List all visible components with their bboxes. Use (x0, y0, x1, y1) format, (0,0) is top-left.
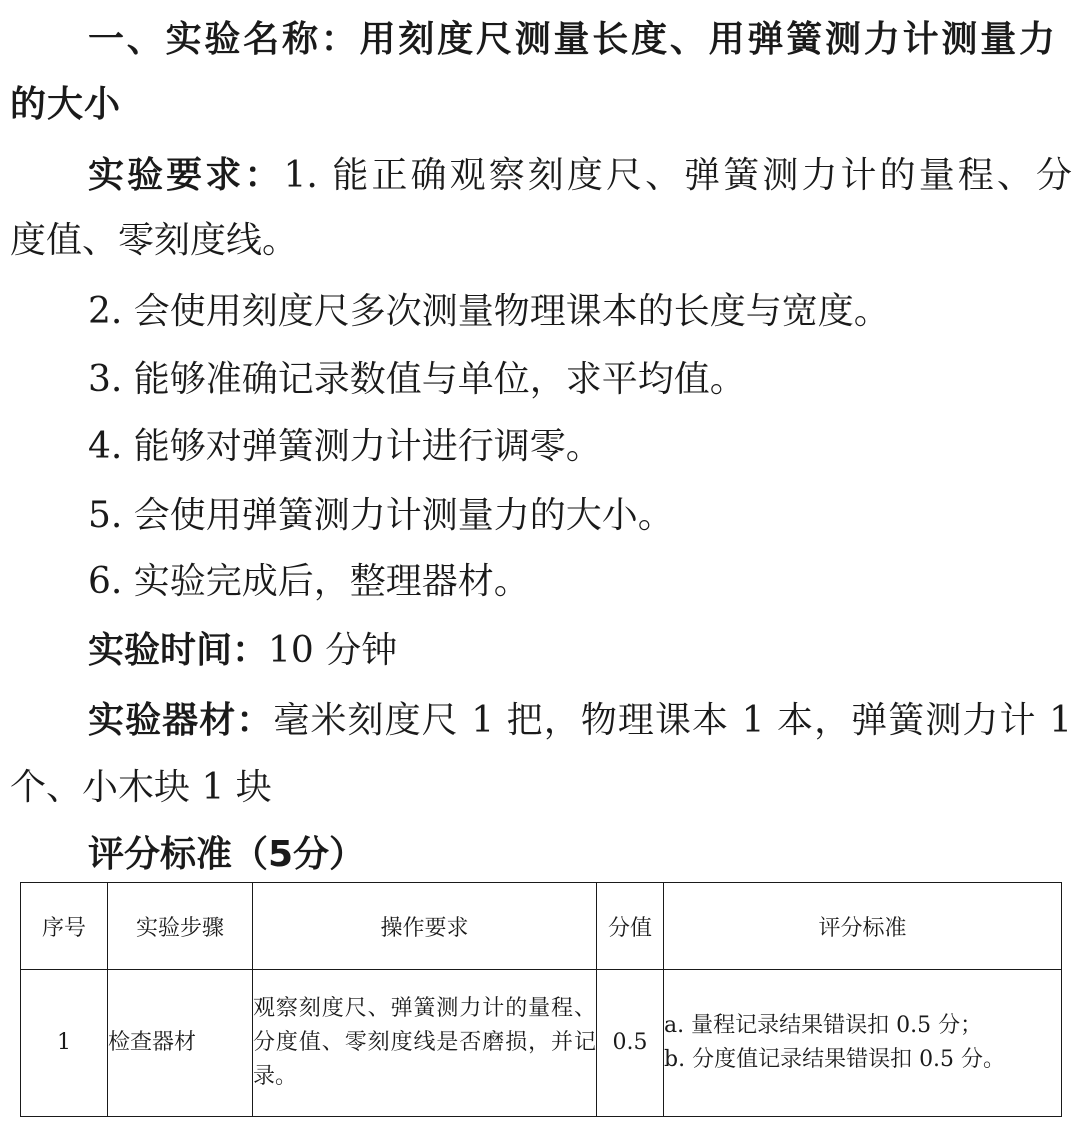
experiment-title-continued: 的大小 (10, 84, 122, 125)
cell-step: 检查器材 (108, 970, 253, 1117)
requirements-label: 实验要求： (88, 155, 284, 196)
requirement-item-4: 4. 能够对弹簧测力计进行调零。 (88, 426, 602, 467)
time-line (88, 626, 1080, 676)
scoring-table (20, 882, 1062, 1117)
cell-requirement: 观察刻度尺、弹簧测力计的量程、分度值、零刻度线是否磨损，并记录。 (253, 970, 597, 1117)
cell-points: 0.5 (597, 970, 664, 1117)
materials-value: 毫米刻度尺 1 把，物理课本 1 本，弹簧测力计 1 (273, 700, 1072, 741)
requirement-item-1-continued: 度值、零刻度线。 (10, 220, 299, 261)
criteria-a: a. 量程记录结果错误扣 0.5 分； (664, 1013, 983, 1038)
header-criteria: 评分标准 (664, 883, 1062, 970)
cell-index: 1 (21, 970, 108, 1117)
requirement-item-2: 2. 会使用刻度尺多次测量物理课本的长度与宽度。 (88, 291, 890, 332)
table-header-row (21, 883, 1062, 970)
header-index: 序号 (21, 883, 108, 970)
header-points: 分值 (597, 883, 664, 970)
table-row (21, 970, 1062, 1117)
scoring-heading: 评分标准（5分） (88, 834, 366, 875)
time-label: 实验时间： (88, 630, 269, 671)
requirements-line-1 (88, 151, 1072, 201)
criteria-b: b. 分度值记录结果错误扣 0.5 分。 (664, 1047, 1006, 1072)
header-requirement: 操作要求 (253, 883, 597, 970)
experiment-title: 一、实验名称：用刻度尺测量长度、用弹簧测力计测量力 (88, 19, 1056, 60)
requirement-item-6: 6. 实验完成后，整理器材。 (88, 561, 530, 602)
time-value: 10 分钟 (268, 630, 398, 671)
requirement-item-5: 5. 会使用弹簧测力计测量力的大小。 (88, 495, 674, 536)
cell-criteria (664, 970, 1062, 1117)
materials-line-1 (88, 696, 1072, 746)
header-step: 实验步骤 (108, 883, 253, 970)
requirement-item-3: 3. 能够准确记录数值与单位，求平均值。 (88, 359, 746, 400)
materials-value-continued: 个、小木块 1 块 (10, 767, 272, 808)
requirement-item-1: 1. 能正确观察刻度尺、弹簧测力计的量程、分 (283, 155, 1072, 196)
materials-label: 实验器材： (88, 700, 274, 741)
